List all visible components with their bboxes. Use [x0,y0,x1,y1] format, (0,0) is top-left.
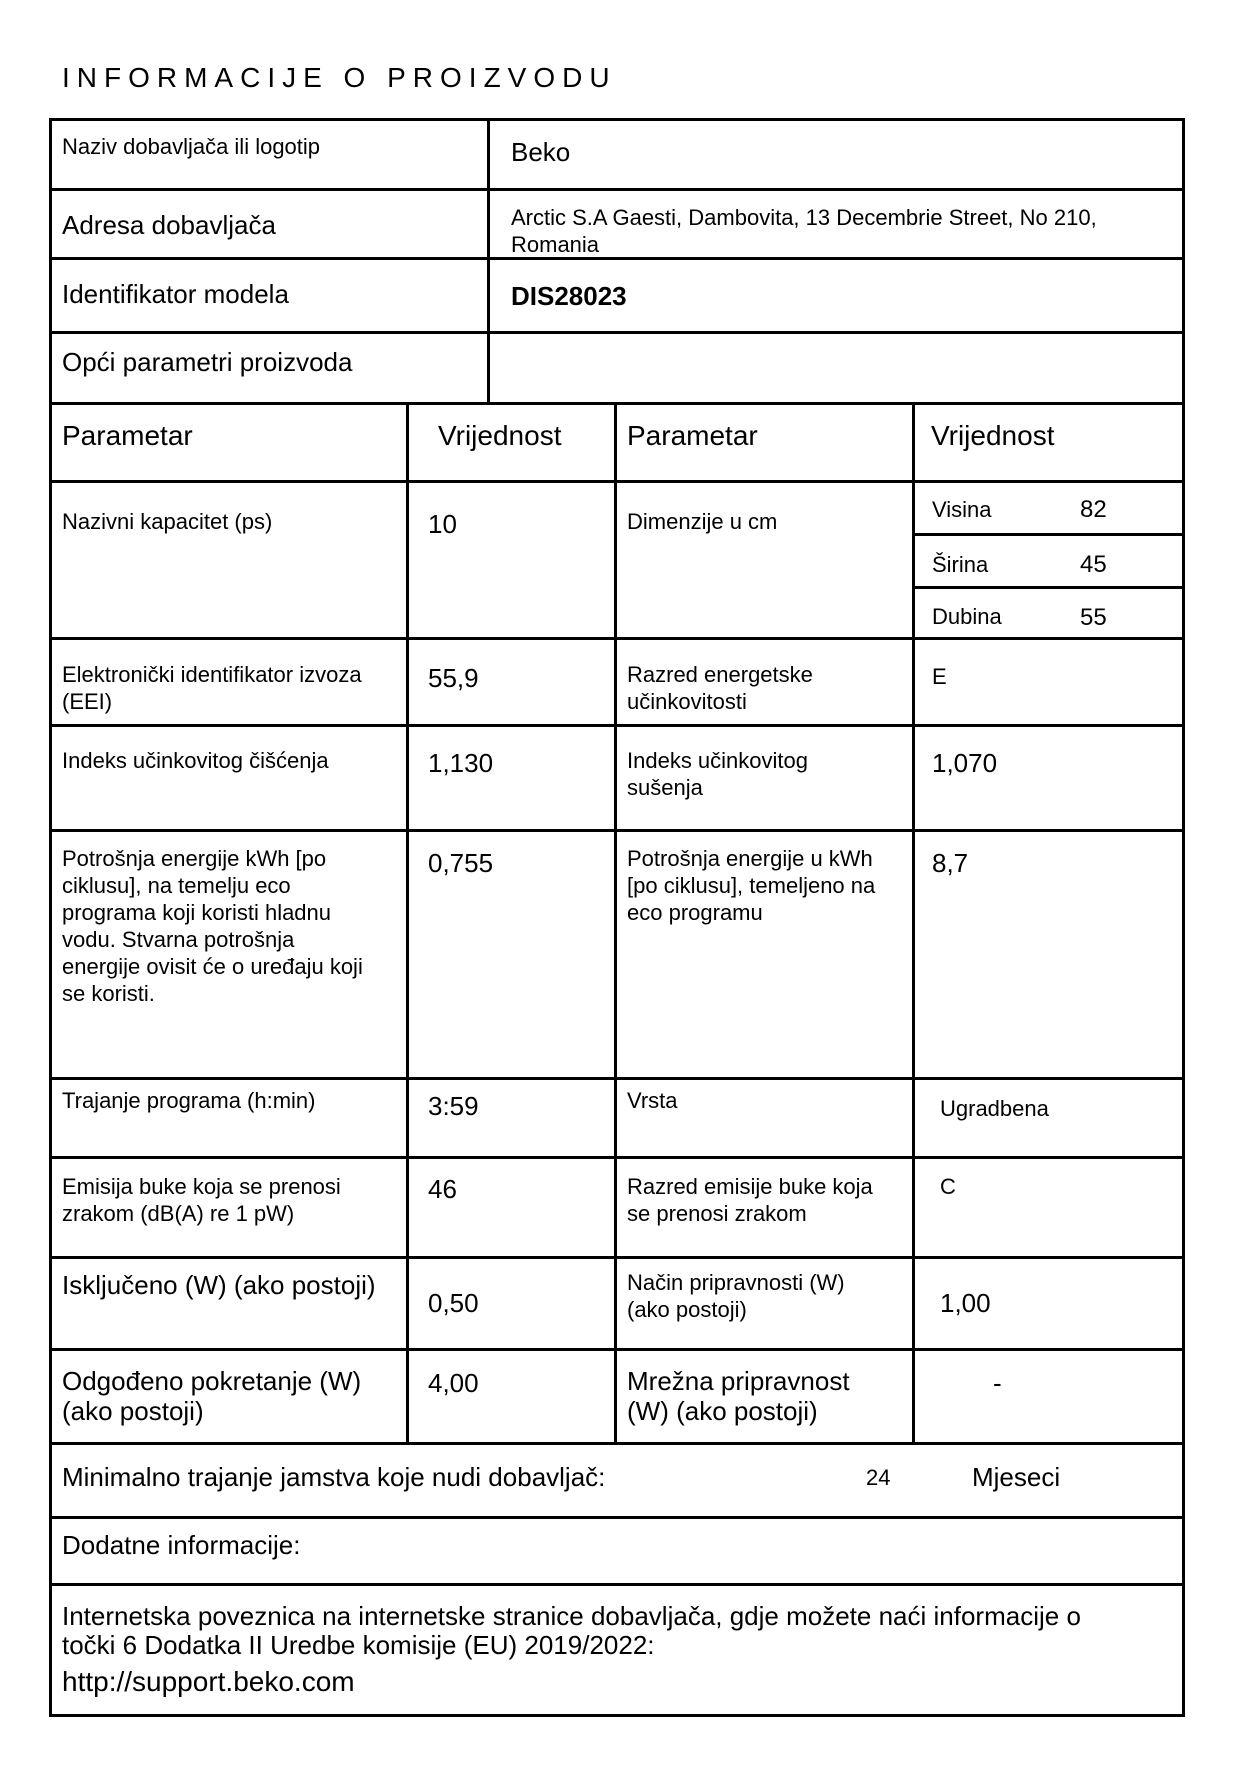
height-value: 82 [1080,496,1107,523]
standby-label-line2: (ako postoji) [627,1297,747,1322]
warranty-label: Minimalno trajanje jamstva koje nudi dobavljač: [62,1462,606,1492]
row-divider [49,1516,1185,1519]
supplier-link-text-line2: točki 6 Dodatka II Uredbe komisije (EU) 2019/2022: [62,1630,655,1660]
model-label: Identifikator modela [62,279,289,309]
row-divider [49,257,1185,260]
network-standby-value: - [993,1368,1002,1398]
capacity-label: Nazivni kapacitet (ps) [62,509,273,534]
noise-class-label-line1: Razred emisije buke koja [627,1174,873,1199]
delay-start-value: 4,00 [428,1368,479,1398]
row-divider [49,1256,1185,1259]
header-value-right: Vrijednost [931,420,1055,451]
row-divider [49,402,1185,405]
eei-label-line1: Elektronički identifikator izvoza [62,662,362,687]
energy-cycle-label-line5: energije ovisit će o uređaju koji [62,954,363,979]
supplier-name-value: Beko [511,137,571,167]
energy-class-value: E [932,664,947,689]
header-parameter-left: Parametar [62,420,193,451]
row-divider [49,1077,1185,1080]
supplier-address-line2: Romania [511,232,600,257]
delay-start-label-line2: (ako postoji) [62,1396,204,1426]
supplier-link-text-line1: Internetska poveznica na internetske stranice dobavljača, gdje možete naći informacije o [62,1601,1081,1631]
duration-label: Trajanje programa (h:min) [62,1088,316,1113]
energy-cycle-label-line1: Potrošnja energije kWh [po [62,846,327,871]
noise-class-value: C [940,1174,956,1199]
type-value: Ugradbena [940,1096,1049,1121]
supplier-address-line1: Arctic S.A Gaesti, Dambovita, 13 Decembrie Street, No 210, [511,205,1097,230]
depth-label: Dubina [932,604,1002,629]
standby-label-line1: Način pripravnosti (W) [627,1270,845,1295]
width-label: Širina [932,552,989,577]
energy-eco-label-line3: eco programu [627,900,763,925]
row-divider [49,188,1185,191]
row-divider [915,586,1185,589]
row-divider [49,1583,1185,1586]
off-mode-label: Isključeno (W) (ako postoji) [62,1270,376,1300]
energy-class-label-line2: učinkovitosti [627,689,747,714]
row-divider [915,533,1185,536]
drying-index-value: 1,070 [932,748,998,778]
row-divider [49,1348,1185,1351]
energy-eco-value: 8,7 [932,848,969,878]
network-standby-label-line2: (W) (ako postoji) [627,1396,818,1426]
supplier-address-label: Adresa dobavljača [62,210,276,240]
height-label: Visina [932,497,992,522]
noise-class-label-line2: se prenosi zrakom [627,1201,807,1226]
header-value-left: Vrijednost [438,420,562,451]
width-value: 45 [1080,551,1107,578]
depth-value: 55 [1080,604,1107,631]
noise-value: 46 [428,1174,457,1204]
warranty-value: 24 [866,1465,891,1490]
capacity-value: 10 [428,509,457,539]
dimensions-label: Dimenzije u cm [627,509,778,534]
energy-cycle-label-line2: ciklusu], na temelju eco [62,873,291,898]
warranty-unit: Mjeseci [972,1462,1061,1492]
cleaning-index-label: Indeks učinkovitog čišćenja [62,748,329,773]
energy-class-label-line1: Razred energetske [627,662,813,687]
eei-label-line2: (EEI) [62,689,113,714]
column-divider [406,402,409,1445]
additional-info-label: Dodatne informacije: [62,1530,301,1560]
energy-cycle-label-line4: vodu. Stvarna potrošnja [62,927,295,952]
drying-index-label-line2: sušenja [627,775,703,800]
eei-value: 55,9 [428,663,479,693]
delay-start-label-line1: Odgođeno pokretanje (W) [62,1366,362,1396]
energy-eco-label-line1: Potrošnja energije u kWh [627,846,873,871]
model-value: DIS28023 [511,281,627,311]
row-divider [49,637,1185,640]
column-divider [614,402,617,1445]
drying-index-label-line1: Indeks učinkovitog [627,748,808,773]
type-label: Vrsta [627,1088,678,1113]
general-params-label: Opći parametri proizvoda [62,347,353,377]
row-divider [49,829,1185,832]
energy-cycle-value: 0,755 [428,848,494,878]
header-parameter-right: Parametar [627,420,758,451]
network-standby-label-line1: Mrežna pripravnost [627,1366,850,1396]
standby-value: 1,00 [940,1288,991,1318]
energy-cycle-label-line6: se koristi. [62,981,155,1006]
page-title: INFORMACIJE O PROIZVODU [62,62,617,93]
row-divider [49,331,1185,334]
energy-cycle-label-line3: programa koji koristi hladnu [62,900,332,925]
row-divider [49,480,1185,483]
column-divider [487,118,490,405]
duration-value: 3:59 [428,1091,479,1121]
off-mode-value: 0,50 [428,1288,479,1318]
noise-label-line1: Emisija buke koja se prenosi [62,1174,341,1199]
row-divider [49,1156,1185,1159]
column-divider [912,402,915,1445]
noise-label-line2: zrakom (dB(A) re 1 pW) [62,1201,295,1226]
row-divider [49,724,1185,727]
energy-eco-label-line2: [po ciklusu], temeljeno na [627,873,876,898]
support-url-link[interactable]: http://support.beko.com [62,1666,355,1697]
cleaning-index-value: 1,130 [428,748,494,778]
row-divider [49,1442,1185,1445]
supplier-name-label: Naziv dobavljača ili logotip [62,134,321,159]
